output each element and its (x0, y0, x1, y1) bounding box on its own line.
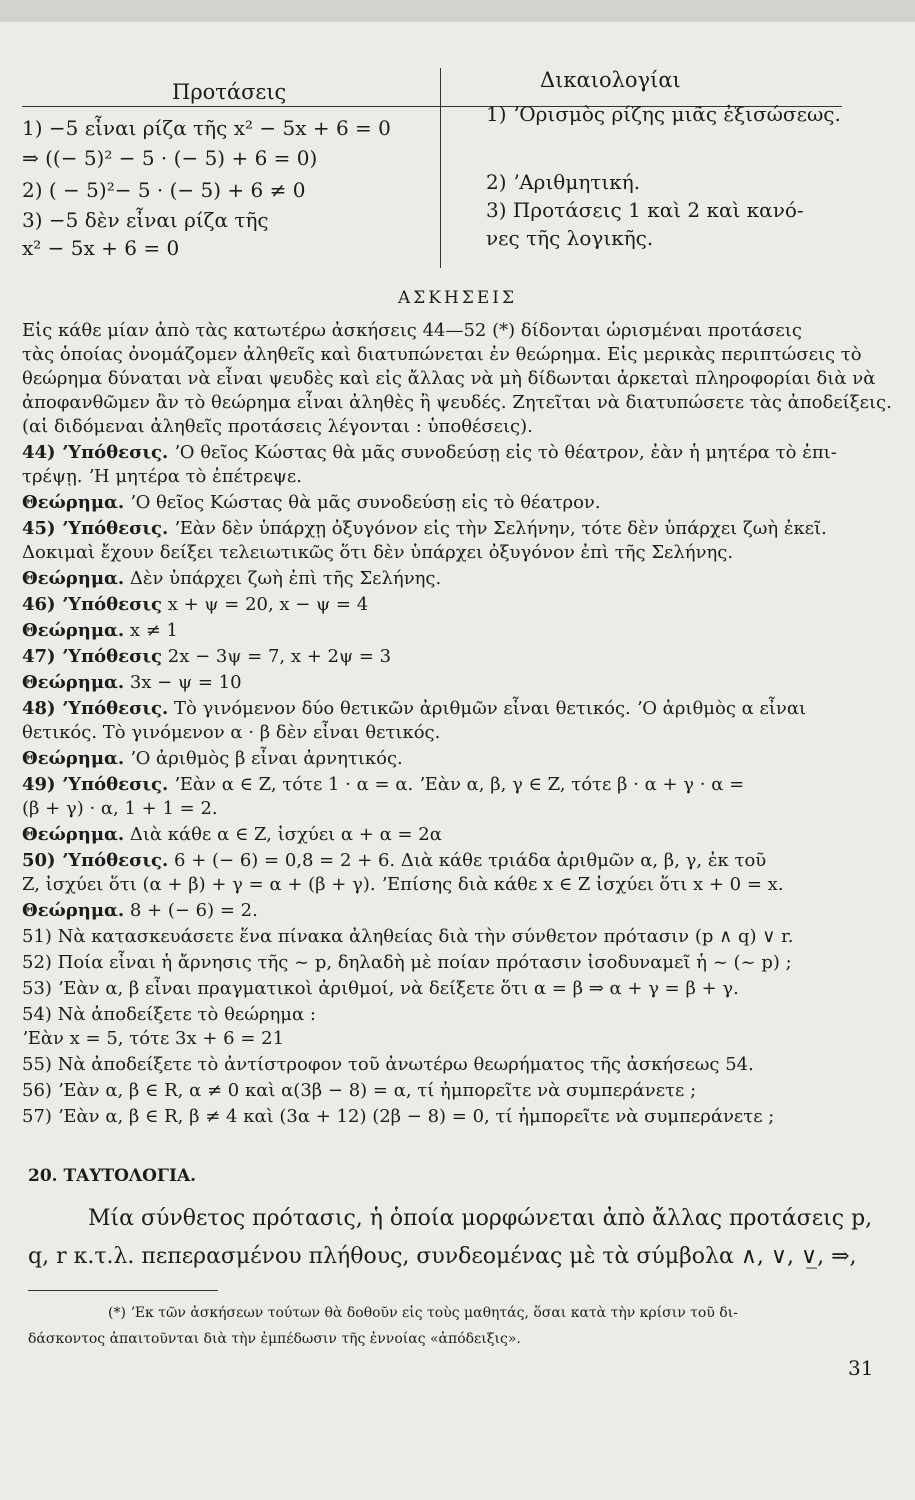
left-column-header: Προτάσεις (172, 80, 287, 104)
text-line: Δοκιμαὶ ἔχουν δείξει τελειωτικῶς ὅτι δὲν ὑπάρχει ὀξυγόνον ἐπὶ τῆς Σελήνης. (22, 542, 734, 563)
text-line: Θεώρημα. Διὰ κάθε α ∈ Z, ἰσχύει α + α = 2α (22, 824, 442, 845)
left-line: x² − 5x + 6 = 0 (22, 236, 180, 260)
text-line: Θεώρημα. ʼΟ θεῖος Κώστας θὰ μᾶς συνοδεύσῃ εἰς τὸ θέατρον. (22, 492, 601, 513)
right-column-header: Δικαιολογίαι (540, 68, 681, 92)
footnote-line: (*) ʼΕκ τῶν ἀσκήσεων τούτων θὰ δοθοῦν εἰς τοὺς μαθητάς, ὅσαι κατὰ τὴν κρίσιν τοῦ δι- (108, 1305, 738, 1321)
exercise-51: 51) Νὰ κατασκευάσετε ἕνα πίνακα ἀληθείας διὰ τὴν σύνθετον πρότασιν (p ∧ q) ∨ r. (22, 926, 794, 947)
text-line: θετικός. Τὸ γινόμενον α · β δὲν εἶναι θετικός. (22, 722, 441, 743)
text-line: Θεώρημα. 8 + (− 6) = 2. (22, 900, 258, 921)
page-number: 31 (848, 1356, 874, 1380)
footnote-rule (28, 1290, 218, 1291)
section-text-line: Μία σύνθετος πρότασις, ἡ ὁποία μορφώνεται ἀπὸ ἄλλας προτάσεις p, (88, 1206, 873, 1231)
section-number: 20. (28, 1166, 58, 1186)
section-heading (28, 1166, 196, 1186)
section-text-line: q, r κ.τ.λ. πεπερασμένου πλήθους, συνδεομένας μὲ τὰ σύμβολα ∧, ∨, ∨̲, ⇒, (28, 1244, 857, 1269)
exercises-heading: ΑΣΚΗΣΕΙΣ (398, 288, 517, 308)
exercise-48: 48) ʼΥπόθεσις. Τὸ γινόμενον δύο θετικῶν ἀριθμῶν εἶναι θετικός. ʼΟ ἀριθμὸς α εἶναι (22, 698, 807, 719)
left-line: 2) ( − 5)²− 5 · (− 5) + 6 ≠ 0 (22, 178, 306, 202)
left-line: 3) −5 δὲν εἶναι ρίζα τῆς (22, 208, 269, 232)
text-line: (β + γ) · α, 1 + 1 = 2. (22, 798, 218, 819)
right-line: 2) ʼΑριθμητική. (486, 170, 641, 194)
text-line: Θεώρημα. ʼΟ ἀριθμὸς β εἶναι ἀρνητικός. (22, 748, 403, 769)
right-line: 3) Προτάσεις 1 καὶ 2 καὶ κανό- (486, 198, 804, 222)
exercise-49: 49) ʼΥπόθεσις. ʼΕὰν α ∈ Z, τότε 1 · α = α. ʼΕὰν α, β, γ ∈ Z, τότε β · α + γ · α = (22, 774, 745, 795)
exercise-46: 46) ʼΥπόθεσις x + ψ = 20, x − ψ = 4 (22, 594, 369, 615)
text-line: ʼΕὰν x = 5, τότε 3x + 6 = 21 (22, 1028, 285, 1049)
footnote-line: δάσκοντος ἀπαιτοῦνται διὰ τὴν ἐμπέδωσιν τῆς ἐννοίας «ἀπόδειξις». (28, 1331, 521, 1347)
text-line: θεώρημα δύναται νὰ εἶναι ψευδὲς καὶ εἰς ἄλλας νὰ μὴ δίδωνται ἀρκεταὶ πληροφορίαι διὰ νὰ (22, 368, 876, 389)
left-line: 1) −5 εἶναι ρίζα τῆς x² − 5x + 6 = 0 (22, 116, 391, 140)
exercise-55: 55) Νὰ ἀποδείξετε τὸ ἀντίστροφον τοῦ ἀνωτέρω θεωρήματος τῆς ἀσκήσεως 54. (22, 1054, 754, 1075)
exercises-body (22, 320, 902, 1140)
text-line: τρέψῃ. ʼΗ μητέρα τὸ ἐπέτρεψε. (22, 466, 302, 487)
exercise-52: 52) Ποία εἶναι ἡ ἄρνησις τῆς ~ p, δηλαδὴ μὲ ποίαν πρότασιν ἰσοδυναμεῖ ἡ ~ (~ p) ; (22, 952, 792, 973)
left-line: ⇒ ((− 5)² − 5 · (− 5) + 6 = 0) (22, 146, 318, 170)
right-line: 1) ʼΟρισμὸς ρίζης μιᾶς ἐξισώσεως. (486, 102, 841, 126)
text-line: ἀποφανθῶμεν ἂν τὸ θεώρημα εἶναι ἀληθὲς ἢ ψευδές. Ζητεῖται νὰ διατυπώσετε τὰς ἀποδείξεις. (22, 392, 892, 413)
scan-top-band (0, 0, 915, 22)
exercise-53: 53) ʼΕὰν α, β εἶναι πραγματικοὶ ἀριθμοί, νὰ δείξετε ὅτι α = β ⇒ α + γ = β + γ. (22, 978, 739, 999)
exercise-54: 54) Νὰ ἀποδείξετε τὸ θεώρημα : (22, 1004, 316, 1025)
text-line: Θεώρημα. x ≠ 1 (22, 620, 178, 641)
right-line: νες τῆς λογικῆς. (486, 226, 654, 250)
exercise-57: 57) ʼΕὰν α, β ∈ R, β ≠ 4 καὶ (3α + 12) (2β − 8) = 0, τί ἠμπορεῖτε νὰ συμπεράνετε ; (22, 1106, 775, 1127)
exercise-56: 56) ʼΕὰν α, β ∈ R, α ≠ 0 καὶ α(3β − 8) = α, τί ἠμπορεῖτε νὰ συμπεράνετε ; (22, 1080, 697, 1101)
exercise-50: 50) ʼΥπόθεσις. 6 + (− 6) = 0,8 = 2 + 6. Διὰ κάθε τριάδα ἀριθμῶν α, β, γ, ἐκ τοῦ (22, 850, 767, 871)
text-line: τὰς ὁποίας ὀνομάζομεν ἀληθεῖς καὶ διατυπώνεται ἐν θεώρημα. Εἰς μερικὰς περιπτώσεις τὸ (22, 344, 862, 365)
text-line: Θεώρημα. 3x − ψ = 10 (22, 672, 242, 693)
section-title: ΤΑΥΤΟΛΟΓΙΑ. (63, 1166, 197, 1186)
exercise-47: 47) ʼΥπόθεσις 2x − 3ψ = 7, x + 2ψ = 3 (22, 646, 392, 667)
table-column-divider (440, 68, 441, 268)
text-line: Θεώρημα. Δὲν ὑπάρχει ζωὴ ἐπὶ τῆς Σελήνης. (22, 568, 442, 589)
text-line: Z, ἰσχύει ὅτι (α + β) + γ = α + (β + γ). ʼΕπίσης διὰ κάθε x ∈ Z ἰσχύει ὅτι x + 0 = x. (22, 874, 784, 895)
text-line: Εἰς κάθε μίαν ἀπὸ τὰς κατωτέρω ἀσκήσεις 44—52 (*) δίδονται ὡρισμέναι προτάσεις (22, 320, 802, 341)
exercise-45: 45) ʼΥπόθεσις. ʼΕὰν δὲν ὑπάρχῃ ὀξυγόνον εἰς τὴν Σελήνην, τότε δὲν ὑπάρχει ζωὴ ἐκεῖ. (22, 518, 827, 539)
exercise-44: 44) ʼΥπόθεσις. ʼΟ θεῖος Κώστας θὰ μᾶς συνοδεύσῃ εἰς τὸ θέατρον, ἐὰν ἡ μητέρα τὸ ἐπι- (22, 442, 837, 463)
text-line: (αἱ διδόμεναι ἀληθεῖς προτάσεις λέγονται : ὑποθέσεις). (22, 416, 533, 437)
